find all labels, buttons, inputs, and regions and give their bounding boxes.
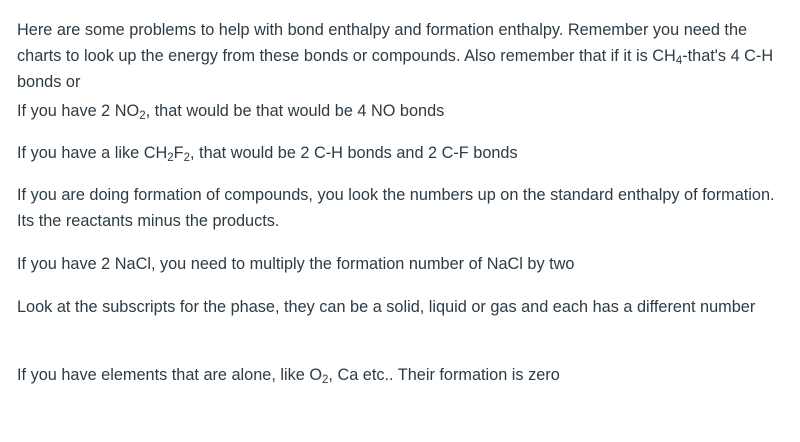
paragraph-formation-of-compounds: If you are doing formation of compounds, you look the numbers up on the standard enthalpy of formation. Its the reactants minus the products.: [17, 186, 775, 230]
paragraph-intro-text: Here are some problems to help with bond enthalpy and formation enthalpy. Remember you need the charts to look up the energy from these bonds or compounds. Also remember that if it is CH: [17, 21, 748, 65]
paragraph-elements-alone: [17, 362, 787, 388]
message-body: [17, 17, 787, 388]
subscript: 2: [167, 152, 174, 164]
paragraph-text-end: , that would be that would be 4 NO bonds: [145, 102, 445, 120]
paragraph-text: If you have elements that are alone, like O: [17, 366, 322, 384]
paragraph-text-mid: F: [173, 144, 184, 162]
paragraph-ch2f2-example: [17, 140, 787, 182]
subscript: 2: [322, 374, 329, 386]
subscript: 4: [675, 55, 683, 67]
paragraph-intro-text-end: -that's 4 C-H bonds or: [17, 47, 774, 91]
paragraph-intro: [17, 17, 787, 98]
paragraph-nacl-example: If you have 2 NaCl, you need to multiply the formation number of NaCl by two: [17, 255, 575, 273]
paragraph-phase-subscripts: Look at the subscripts for the phase, they can be a solid, liquid or gas and each has a different number: [17, 298, 756, 316]
paragraph-text: If you have 2 NO: [17, 102, 140, 120]
subscript: 2: [139, 110, 146, 122]
paragraph-no2-example: [17, 98, 787, 140]
subscript: 2: [183, 152, 190, 164]
paragraph-text: If you have a like CH: [17, 144, 168, 162]
paragraph-text-end: , that would be 2 C-H bonds and 2 C-F bonds: [190, 144, 518, 162]
paragraph-text-end: , Ca etc.. Their formation is zero: [328, 366, 560, 384]
